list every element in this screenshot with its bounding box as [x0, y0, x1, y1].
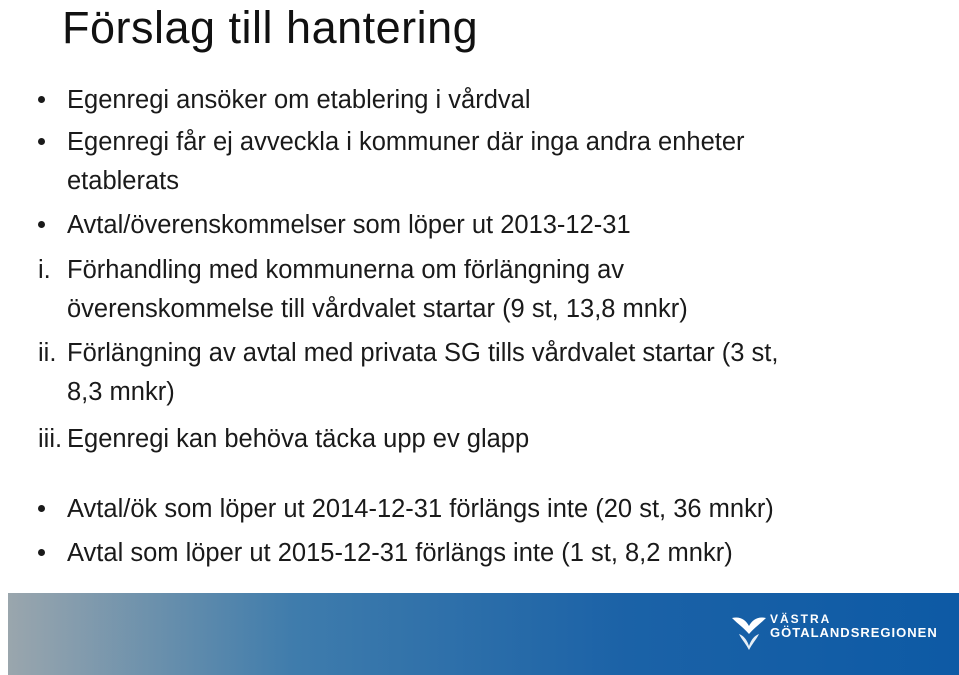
- numbered-text: Förlängning av avtal med privata SG tills vårdvalet startar (3 st,: [67, 339, 779, 367]
- bullet-text: Avtal/ök som löper ut 2014-12-31 förlängs inte (20 st, 36 mnkr): [67, 495, 774, 523]
- numbered-text-continuation: 8,3 mnkr): [67, 378, 175, 406]
- bullet-text: Egenregi får ej avveckla i kommuner där inga andra enheter: [67, 128, 745, 156]
- bullet-text: Avtal som löper ut 2015-12-31 förlängs inte (1 st, 8,2 mnkr): [67, 539, 733, 567]
- numbered-marker: iii.: [38, 425, 63, 453]
- numbered-text: Förhandling med kommunerna om förlängning av: [67, 256, 625, 284]
- bullet-text: Avtal/överenskommelser som löper ut 2013-12-31: [67, 211, 631, 239]
- numbered-marker: i.: [38, 256, 51, 284]
- slide-title: Förslag till hantering: [62, 2, 479, 53]
- logo-text-line2: GÖTALANDSREGIONEN: [770, 625, 938, 640]
- bullet-dot: [38, 505, 45, 512]
- bullet-text-continuation: etablerats: [67, 167, 179, 195]
- bullet-dot: [38, 96, 45, 103]
- bullet-dot: [38, 549, 45, 556]
- bullet-dot: [38, 138, 45, 145]
- numbered-text: Egenregi kan behöva täcka upp ev glapp: [67, 425, 530, 453]
- bullet-dot: [38, 221, 45, 228]
- numbered-marker: ii.: [38, 339, 57, 367]
- logo-text-line1: VÄSTRA: [770, 612, 832, 626]
- region-crest-icon: [730, 610, 768, 657]
- numbered-text-continuation: överenskommelse till vårdvalet startar (9 st, 13,8 mnkr): [67, 295, 688, 323]
- bullet-text: Egenregi ansöker om etablering i vårdval: [67, 86, 531, 114]
